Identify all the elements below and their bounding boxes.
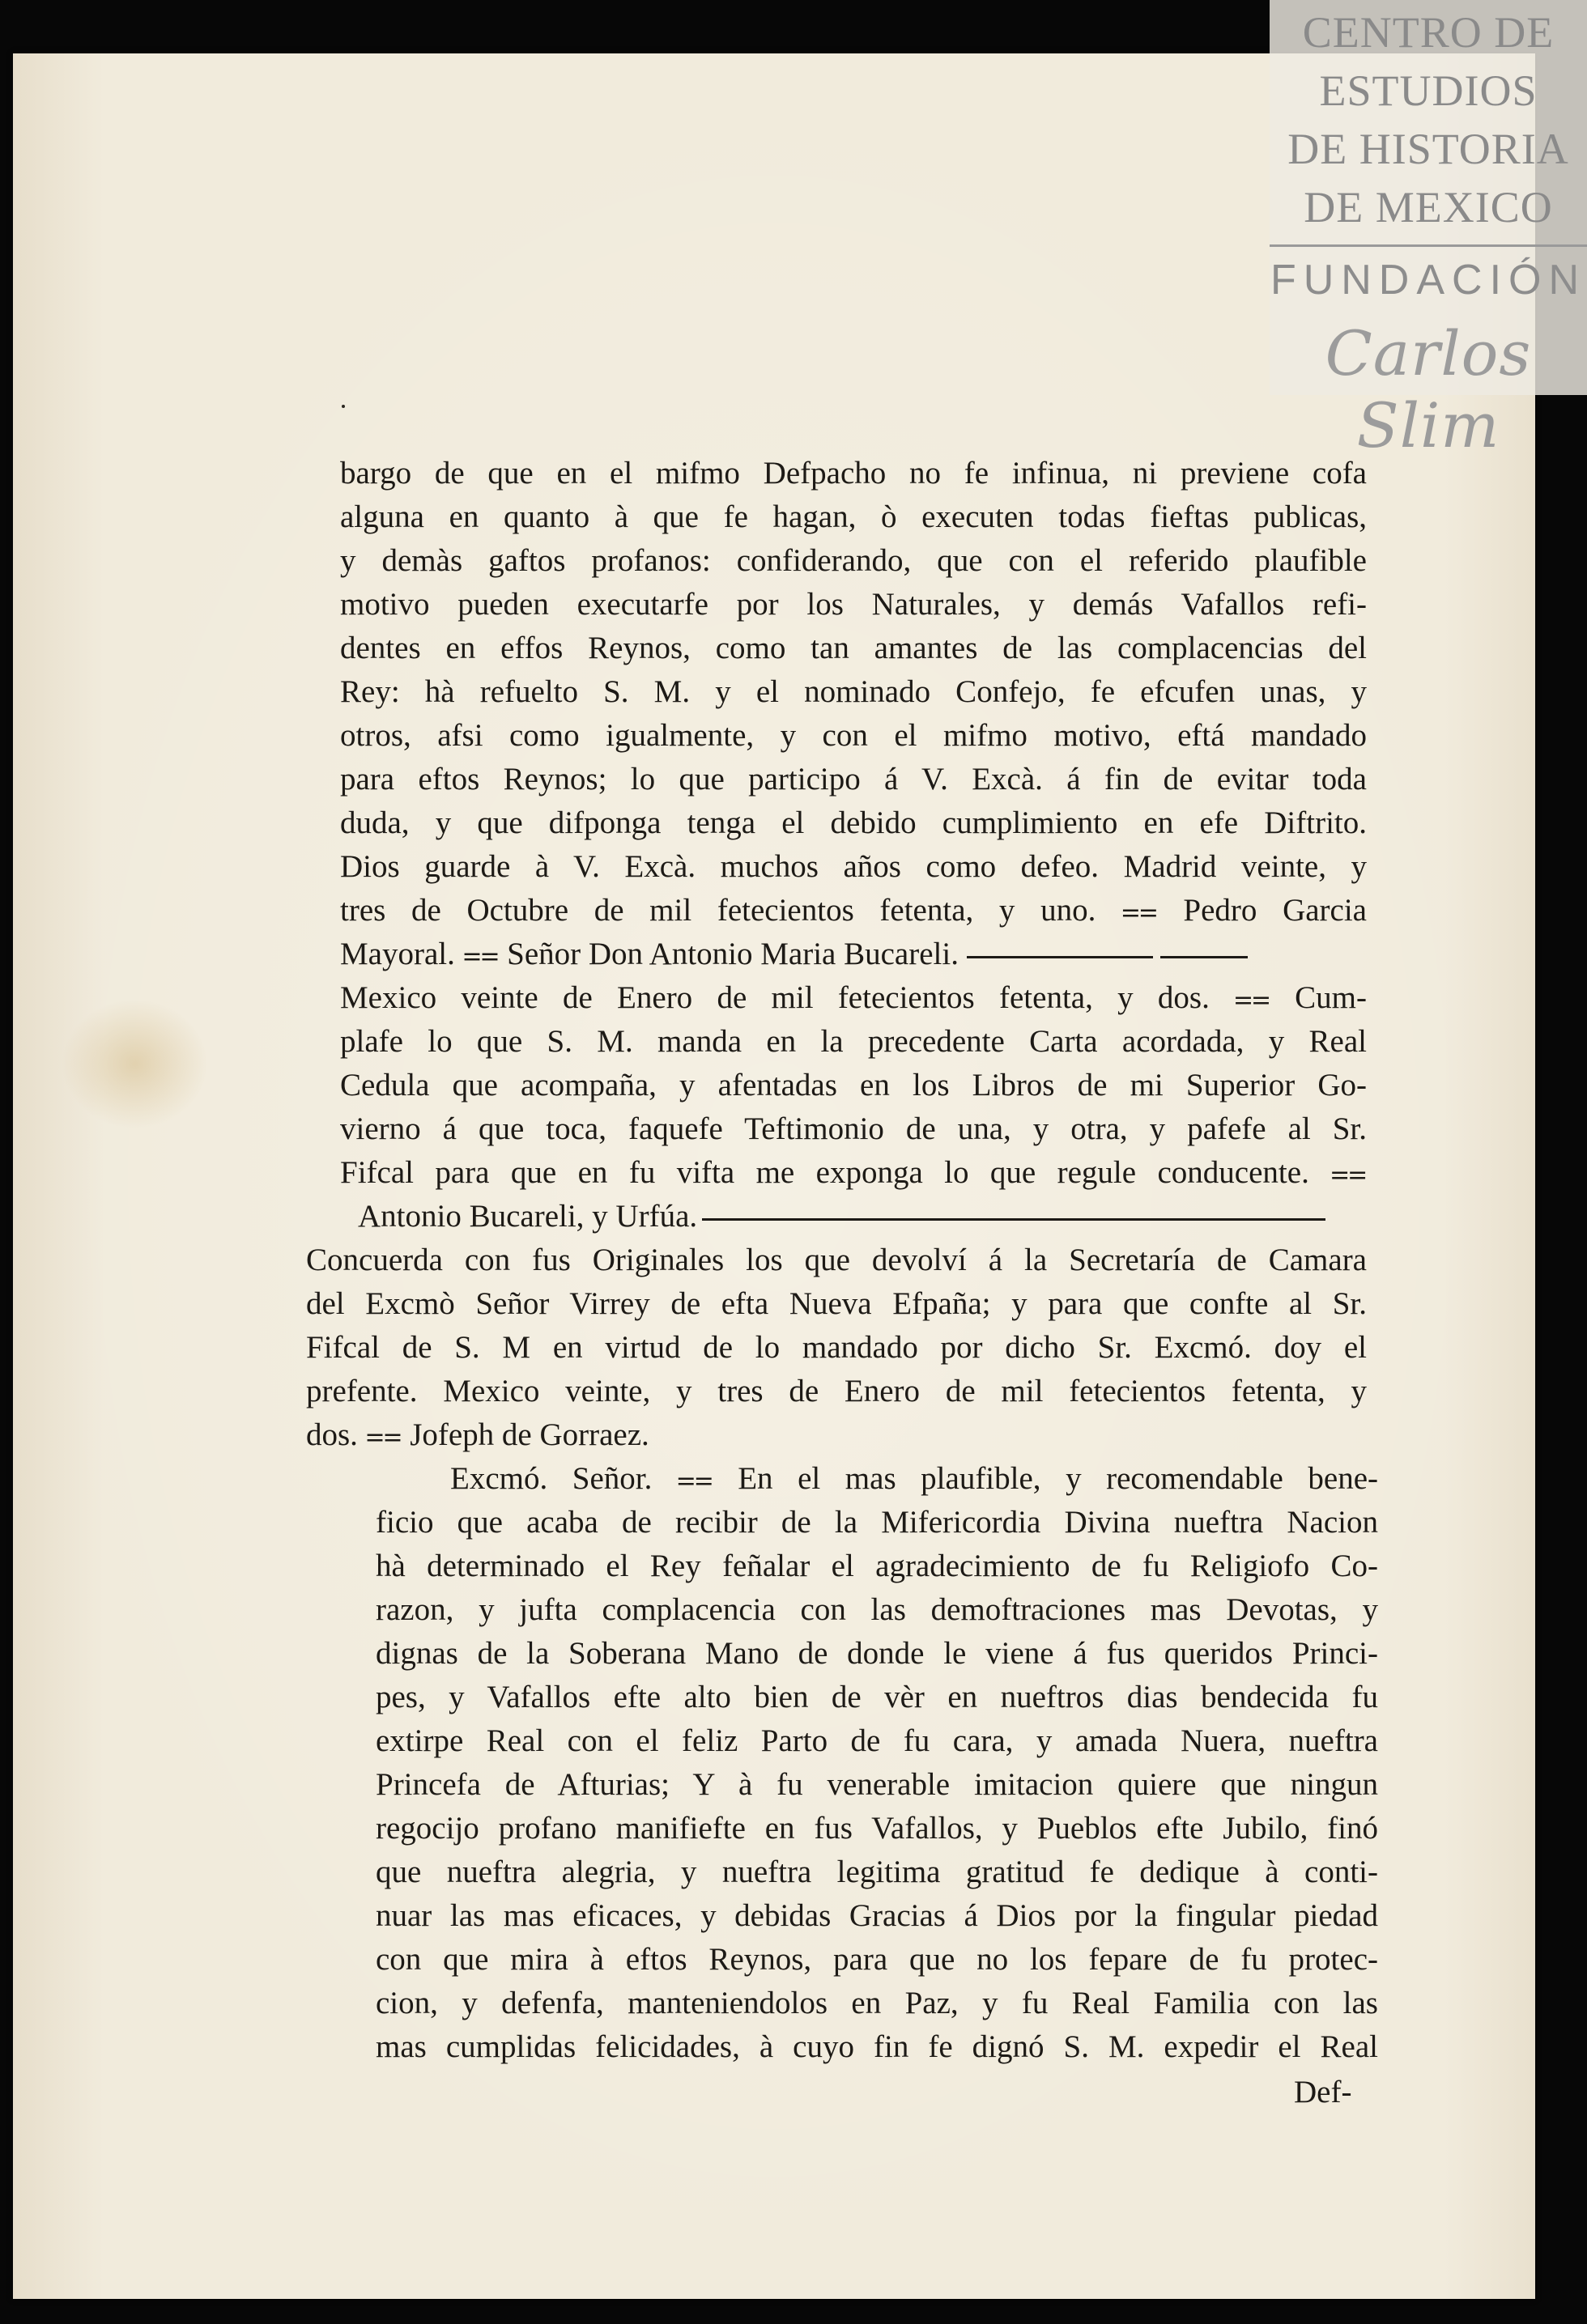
text-line-26: hà determinado el Rey feñalar el agradecimiento de fu Religiofo Co- [376,1549,1378,1583]
text-line-16: vierno á que toca, faquefe Teftimonio de una, y otra, y pafefe al Sr. [340,1111,1367,1146]
text-line-37: mas cumplidas felicidades, à cuyo fin fe dignó S. M. expedir el Real [376,2029,1378,2064]
text-line-5: dentes en effos Reynos, como tan amantes de las complacencias del [340,631,1367,665]
text-line-20: del Excmò Señor Virrey de efta Nueva Efpaña; y para que confte al Sr. [306,1286,1367,1321]
text-line-36: cion, y defenfa, manteniendolos en Paz, y fu Real Familia con las [376,1986,1378,2020]
text-line-7: otros, afsi como igualmente, y con el mifmo motivo, eftá mandado [340,718,1367,753]
text-line-18-words: Antonio Bucareli, y Urfúa. [358,1199,698,1234]
text-line-13: Mexico veinte de Enero de mil fetecientos fetenta, y dos. ⩵ Cum- [340,980,1367,1015]
text-line-22: prefente. Mexico veinte, y tres de Enero de mil fetecientos fetenta, y [306,1374,1367,1408]
text-line-12-words: Mayoral. ⩵ Señor Don Antonio Maria Bucareli. [340,937,959,971]
text-line-9: duda, y que difponga tenga el debido cumplimiento en efe Diftrito. [340,805,1367,840]
text-line-35: con que mira à eftos Reynos, para que no los fepare de fu protec- [376,1942,1378,1977]
text-line-14: plafe lo que S. M. manda en la precedente Carta acordada, y Real [340,1024,1367,1059]
watermark-line-5: FUNDACIÓN [1270,257,1587,304]
text-line-11: tres de Octubre de mil fetecientos fetenta, y uno. ⩵ Pedro Garcia [340,893,1367,928]
text-line-32: regocijo profano manifiefte en fus Vafallos, y Pueblos efte Jubilo, finó [376,1811,1378,1846]
text-line-23: dos. ⩵ Jofeph de Gorraez. [306,1417,649,1452]
text-line-18 [358,1195,1367,1238]
text-line-31: Princefa de Afturias; Y à fu venerable imitacion quiere que ningun [376,1767,1378,1802]
text-line-19: Concuerda con fus Originales los que devolví á la Secretaría de Camara [306,1243,1367,1277]
text-line-33: que nueftra alegria, y nueftra legitima gratitud fe dedique à conti- [376,1855,1378,1889]
separator-rule [1160,956,1248,958]
text-line-8: para eftos Reynos; lo que participo á V. Excà. á fin de evitar toda [340,762,1367,797]
separator-rule [967,956,1153,958]
text-line-21: Fifcal de S. M en virtud de lo mandado por dicho Sr. Excmó. doy el [306,1330,1367,1365]
text-line-2: alguna en quanto à que fe hagan, ò executen todas fieftas publicas, [340,499,1367,534]
text-line-15: Cedula que acompaña, y afentadas en los Libros de mi Superior Go- [340,1068,1367,1103]
text-line-29: pes, y Vafallos efte alto bien de vèr en nueftros dias bendecida fu [376,1680,1378,1714]
text-line-12 [340,933,1367,976]
text-line-28: dignas de la Soberana Mano de donde le viene á fus queridos Princi- [376,1636,1378,1671]
watermark-line-3: DE HISTORIA [1287,125,1569,173]
catchword: Def- [1294,2075,1352,2109]
text-line-6: Rey: hà refuelto S. M. y el nominado Confejo, fe efcufen unas, y [340,674,1367,709]
text-line-4: motivo pueden executarfe por los Naturales, y demás Vafallos refi- [340,587,1367,622]
text-line-17: Fifcal para que en fu vifta me exponga lo que regule conducente. ⩵ [340,1155,1367,1190]
watermark-line-4: DE MEXICO [1304,183,1553,232]
separator-rule [702,1218,1325,1221]
text-line-10: Dios guarde à V. Excà. muchos años como defeo. Madrid veinte, y [340,849,1367,884]
watermark-signature: Carlos Slim [1325,317,1532,461]
watermark-line-2: ESTUDIOS [1319,66,1538,115]
text-line-24: Excmó. Señor. ⩵ En el mas plaufible, y recomendable bene- [450,1461,1378,1496]
text-line-30: extirpe Real con el feliz Parto de fu cara, y amada Nuera, nueftra [376,1723,1378,1758]
text-line-34: nuar las mas eficaces, y debidas Gracias á Dios por la fingular piedad [376,1898,1378,1933]
text-line-27: razon, y jufta complacencia con las demoftraciones mas Devotas, y [376,1592,1378,1627]
watermark-line-1: CENTRO DE [1302,8,1555,57]
text-line-1: bargo de que en el mifmo Defpacho no fe infinua, ni previene cofa [340,456,1367,491]
text-line-25: ficio que acaba de recibir de la Mifericordia Divina nueftra Nacion [376,1505,1378,1540]
text-line-3: y demàs gaftos profanos: confiderando, que con el referido plaufible [340,543,1367,578]
